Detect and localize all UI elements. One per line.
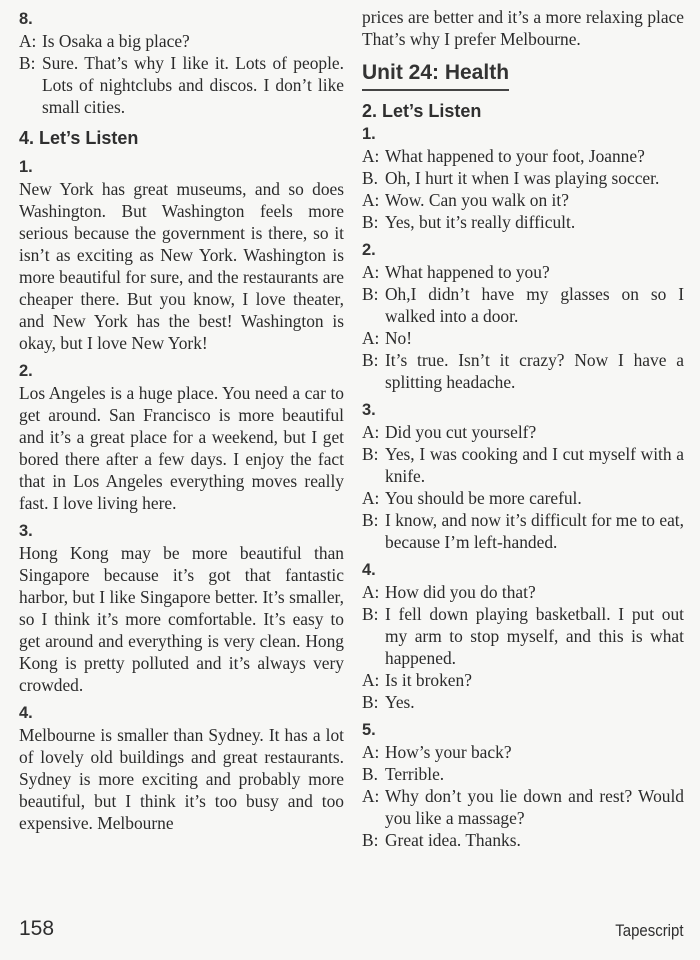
utterance: Yes, but it’s really difficult. — [385, 212, 576, 232]
dialogue-line — [362, 261, 684, 283]
speaker-label: A: — [19, 31, 37, 51]
item-number: 1. — [362, 125, 376, 143]
item-number: 3. — [19, 522, 33, 540]
utterance: Why don’t you lie down and rest? Would you like a massage? — [385, 786, 684, 828]
utterance: Is it broken? — [385, 670, 472, 690]
utterance: Terrible. — [385, 764, 445, 784]
speaker-label: A: — [362, 488, 380, 508]
dialogue-line — [362, 741, 684, 763]
item-number: 1. — [19, 158, 33, 176]
item-number: 2. — [19, 362, 33, 380]
continued-paragraph: prices are better and it’s a more relaxing place That’s why I prefer Melbourne. — [362, 7, 684, 49]
utterance: Wow. Can you walk on it? — [385, 190, 569, 210]
item-number: 4. — [19, 704, 33, 722]
dialogue-line — [362, 829, 684, 851]
page-number: 158 — [19, 917, 55, 940]
dialogue-line — [362, 211, 684, 233]
speaker-label: A: — [362, 146, 380, 166]
item-number: 8. — [19, 10, 33, 28]
speaker-label: B. — [362, 764, 378, 784]
utterance: I know, and now it’s difficult for me to eat, because I’m left-handed. — [385, 510, 684, 552]
utterance: No! — [385, 328, 413, 348]
speaker-label: A: — [362, 422, 380, 442]
speaker-label: B: — [362, 444, 379, 464]
unit-heading: Unit 24: Health — [362, 60, 509, 91]
dialogue-line — [19, 52, 344, 118]
speaker-label: B. — [362, 168, 378, 188]
utterance: What happened to you? — [385, 262, 550, 282]
dialogue-line — [362, 283, 684, 327]
utterance: Great idea. Thanks. — [385, 830, 521, 850]
dialogue-line — [362, 785, 684, 829]
listening-paragraph: Los Angeles is a huge place. You need a car to get around. San Francisco is more beautiful and it’s a great place for a weekend, but I get bored there after a few days. I enjoy the fact that in Los Angeles everything moves really fast. I love living here. — [19, 383, 344, 513]
dialogue-line — [362, 763, 684, 785]
left-column — [19, 8, 344, 834]
dialogue-line — [362, 669, 684, 691]
utterance: How did you do that? — [385, 582, 536, 602]
speaker-label: A: — [362, 582, 380, 602]
item-number: 5. — [362, 721, 376, 739]
dialogue-line — [362, 421, 684, 443]
dialogue-line — [362, 603, 684, 669]
speaker-label: A: — [362, 262, 380, 282]
utterance: Yes. — [385, 692, 415, 712]
utterance: Sure. That’s why I like it. Lots of people. Lots of nightclubs and discos. I don’t like small cities. — [42, 53, 344, 117]
speaker-label: B: — [362, 510, 379, 530]
speaker-label: B: — [19, 53, 36, 73]
utterance: Did you cut yourself? — [385, 422, 537, 442]
utterance: It’s true. Isn’t it crazy? Now I have a splitting headache. — [385, 350, 684, 392]
utterance: Is Osaka a big place? — [42, 31, 190, 51]
speaker-label: B: — [362, 830, 379, 850]
speaker-label: A: — [362, 328, 380, 348]
dialogue-line — [362, 443, 684, 487]
utterance: How’s your back? — [385, 742, 512, 762]
right-column — [362, 6, 684, 851]
speaker-label: A: — [362, 742, 380, 762]
utterance: Yes, I was cooking and I cut myself with a knife. — [385, 444, 684, 486]
dialogue-line — [362, 691, 684, 713]
speaker-label: B: — [362, 692, 379, 712]
speaker-label: B: — [362, 212, 379, 232]
item-number: 4. — [362, 561, 376, 579]
speaker-label: A: — [362, 670, 380, 690]
section-heading: 2. Let’s Listen — [362, 101, 482, 121]
dialogue-line — [362, 509, 684, 553]
item-number: 2. — [362, 241, 376, 259]
dialogue-line — [19, 30, 344, 52]
dialogue-line — [362, 189, 684, 211]
utterance: I fell down playing basketball. I put out my arm to stop myself, and this is what happened. — [385, 604, 684, 668]
utterance: Oh,I didn’t have my glasses on so I walked into a door. — [385, 284, 684, 326]
dialogue-line — [362, 487, 684, 509]
dialogue-line — [362, 167, 684, 189]
dialogue-line — [362, 349, 684, 393]
speaker-label: B: — [362, 604, 379, 624]
speaker-label: A: — [362, 190, 380, 210]
dialogue-line — [362, 327, 684, 349]
speaker-label: B: — [362, 350, 379, 370]
listening-paragraph: New York has great museums, and so does Washington. But Washington feels more serious because the government is there, so it isn’t as exciting as New York. Washington is more beautiful for sure, and the restaurants are cheaper there. But you know, I love theater, and New York has the best! Washington is okay, but I love New York! — [19, 179, 344, 353]
listening-paragraph: Melbourne is smaller than Sydney. It has a lot of lovely old buildings and great restaurants. Sydney is more exciting and probably more beautiful, but I think it’s too busy and too expensive. Melbourne — [19, 725, 344, 833]
dialogue-line — [362, 145, 684, 167]
running-footer-label: Tapescript — [614, 921, 683, 940]
utterance: You should be more careful. — [385, 488, 582, 508]
utterance: What happened to your foot, Joanne? — [385, 146, 645, 166]
listening-paragraph: Hong Kong may be more beautiful than Singapore because it’s got that fantastic harbor, but I like Singapore better. It’s smaller, so I think it’s more comfortable. It’s easy to get around and everything is very clean. Hong Kong is pretty polluted and it’s always very crowded. — [19, 543, 344, 695]
section-heading: 4. Let’s Listen — [19, 128, 139, 148]
speaker-label: B: — [362, 284, 379, 304]
dialogue-line — [362, 581, 684, 603]
speaker-label: A: — [362, 786, 380, 806]
utterance: Oh, I hurt it when I was playing soccer. — [385, 168, 660, 188]
item-number: 3. — [362, 401, 376, 419]
